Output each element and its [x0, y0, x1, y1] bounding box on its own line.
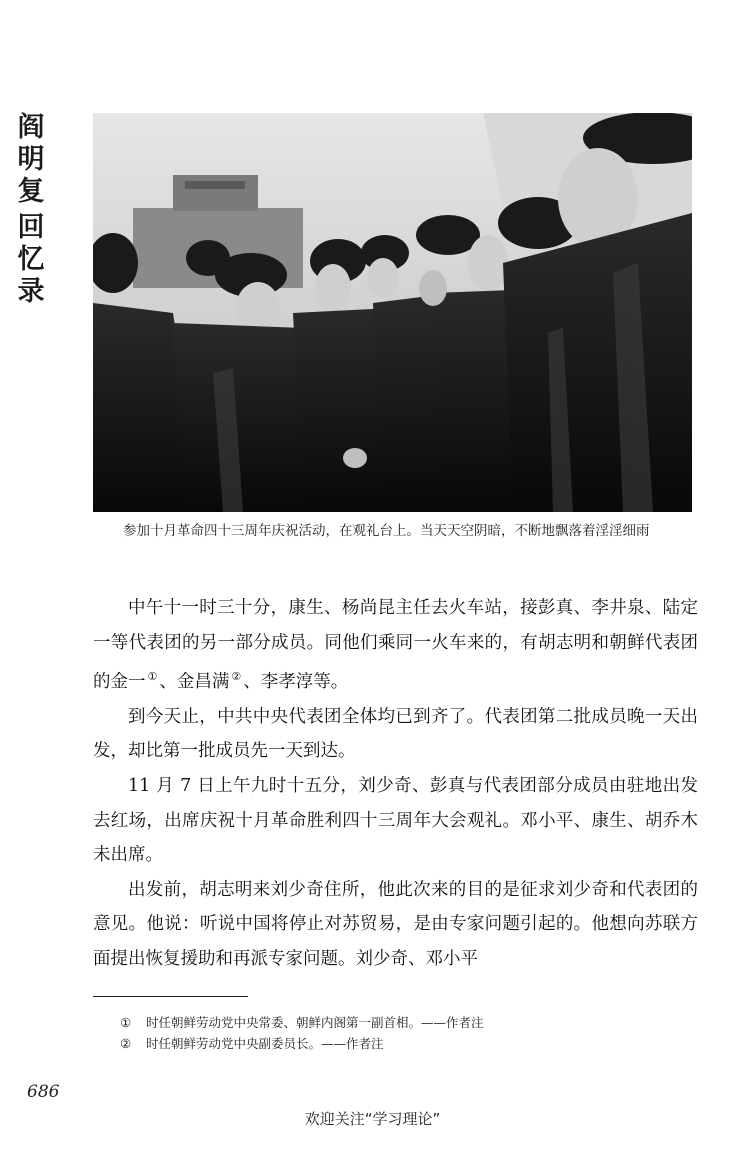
photo-illustration: [93, 113, 692, 512]
paragraph-text: 、金昌满: [159, 672, 230, 693]
footnote-mark: ①: [120, 1015, 132, 1030]
footnote-text: 时任朝鲜劳动党中央副委员长。——作者注: [146, 1036, 384, 1051]
footnote-ref[interactable]: ②: [231, 670, 242, 684]
paragraph-text: 、李孝淳等。: [243, 672, 349, 693]
book-title-vertical: [14, 112, 48, 308]
paragraph-text: 中午十一时三十分，康生、杨尚昆主任去火车站，接彭真、李井泉、陆定一等代表团的另一部分成员。同他们乘同一火车来的，有胡志明和朝鲜代表团的金一: [93, 598, 698, 693]
footnote-item: [120, 1033, 680, 1054]
footnote-text: 时任朝鲜劳动党中央常委、朝鲜内阁第一副首相。——作者注: [146, 1015, 484, 1030]
body-text: [93, 591, 698, 977]
footnote-item: [120, 1012, 680, 1033]
title-char: 录: [17, 276, 45, 307]
paragraph: 出发前，胡志明来刘少奇住所，他此次来的目的是征求刘少奇和代表团的意见。他说：听说中国将停止对苏贸易，是由专家问题引起的。他想向苏联方面提出恢复援助和再派专家问题。刘少奇、邓小平: [93, 879, 698, 969]
title-char: 阎: [17, 112, 45, 143]
title-char: 回: [17, 212, 45, 243]
watermark-text: 欢迎关注“学习理论”: [304, 1110, 441, 1128]
page-number: 686: [27, 1082, 60, 1102]
paragraph: [93, 591, 698, 700]
photo-caption: 参加十月革命四十三周年庆祝活动，在观礼台上。当天天空阴暗，不断地飘落着淫淫细雨: [123, 523, 650, 539]
footnote-ref[interactable]: ①: [147, 670, 158, 684]
footnote-mark: ②: [120, 1036, 132, 1051]
paragraph: 到今天止，中共中央代表团全体均已到齐了。代表团第二批成员晚一天出发，却比第一批成员先一天到达。: [93, 706, 698, 762]
photo-crowd-at-reviewing-stand: [93, 113, 692, 512]
title-char: 明: [17, 144, 45, 175]
title-char: 复: [17, 176, 45, 207]
footnotes: [120, 1012, 680, 1054]
footnote-divider: [93, 996, 248, 997]
title-char: 忆: [17, 244, 45, 275]
paragraph: 11 月 7 日上午九时十五分，刘少奇、彭真与代表团部分成员由驻地出发去红场，出席庆祝十月革命胜利四十三周年大会观礼。邓小平、康生、胡乔木未出席。: [93, 775, 698, 866]
